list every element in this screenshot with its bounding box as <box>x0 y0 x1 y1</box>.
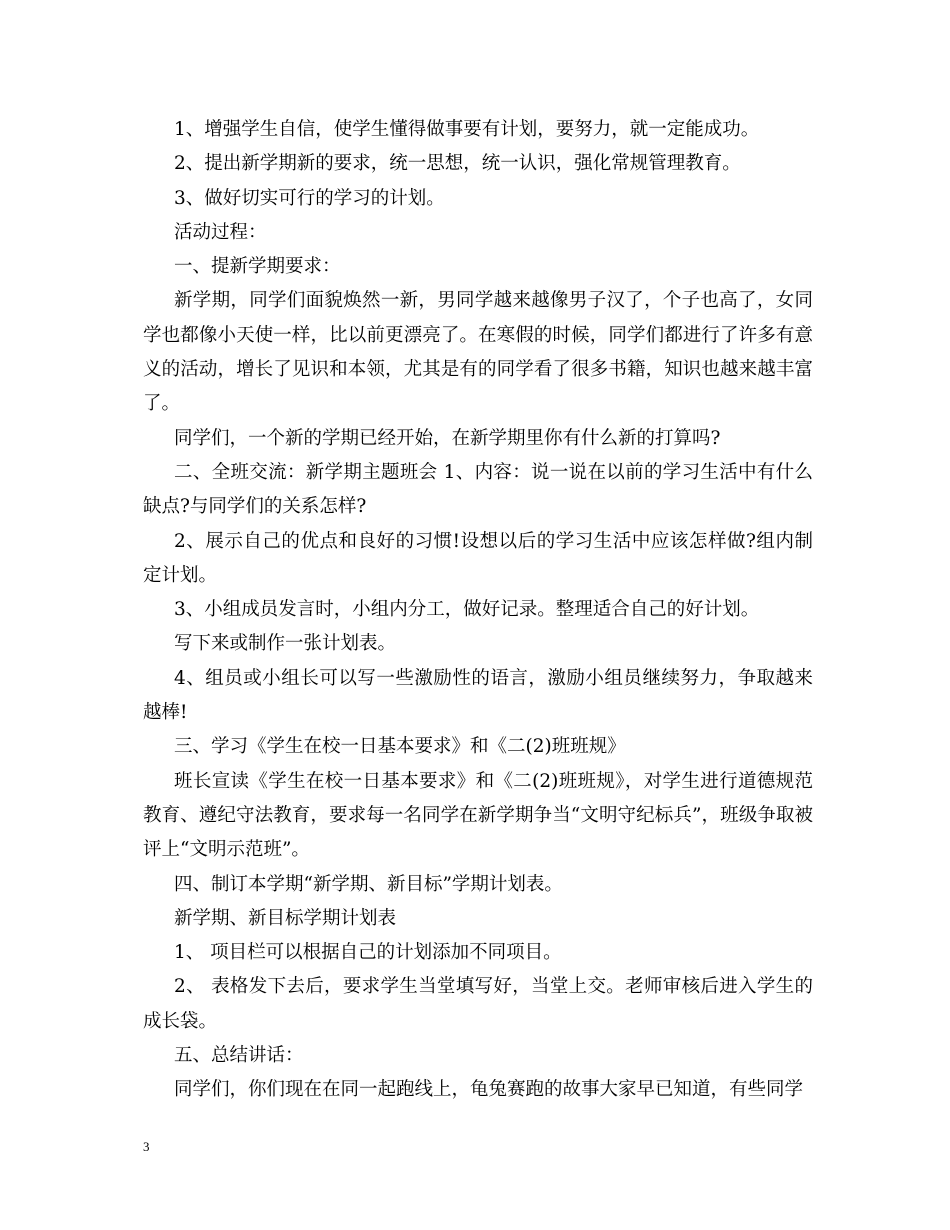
paragraph: 2、 表格发下去后，要求学生当堂填写好，当堂上交。老师审核后进入学生的成长袋。 <box>143 976 813 1032</box>
paragraph: 新学期、新目标学期计划表 <box>174 907 397 929</box>
paragraph: 新学期，同学们面貌焕然一新，男同学越来越像男子汉了，个子也高了，女同学也都像小天使一样，比以前更漂亮了。在寒假的时候，同学们都进行了许多有意义的活动，增长了见识和本领，尤其是有的同学看了很多书籍，知识也越来越丰富了。 <box>143 290 813 415</box>
paragraph: 2、提出新学期新的要求，统一思想，统一认识，强化常规管理教育。 <box>174 153 741 175</box>
paragraph: 二、全班交流：新学期主题班会 1、内容：说一说在以前的学习生活中有什么缺点?与同学们的关系怎样? <box>143 461 813 518</box>
paragraph: 1、增强学生自信，使学生懂得做事要有计划，要努力，就一定能成功。 <box>174 119 760 140</box>
paragraph: 同学们，一个新的学期已经开始，在新学期里你有什么新的打算吗? <box>174 427 721 449</box>
paragraph: 3、小组成员发言时，小组内分工，做好记录。整理适合自己的好计划。 <box>174 599 760 621</box>
paragraph: 三、学习《学生在校一日基本要求》和《二(2)班班规》 <box>174 736 626 758</box>
paragraph: 写下来或制作一张计划表。 <box>174 633 397 655</box>
paragraph: 一、提新学期要求： <box>174 256 341 278</box>
document-body <box>143 113 813 1108</box>
paragraph: 2、展示自己的优点和良好的习惯!设想以后的学习生活中应该怎样做?组内制定计划。 <box>143 530 813 586</box>
paragraph: 班长宣读《学生在校一日基本要求》和《二(2)班班规》，对学生进行道德规范教育、遵纪守法教育，要求每一名同学在新学期争当“文明守纪标兵”，班级争取被评上“文明示范班”。 <box>143 770 813 861</box>
paragraph: 活动过程： <box>174 221 267 243</box>
paragraph: 4、组员或小组长可以写一些激励性的语言，激励小组员继续努力，争取越来越棒! <box>143 667 813 724</box>
paragraph: 3、做好切实可行的学习的计划。 <box>174 187 445 209</box>
paragraph: 同学们，你们现在在同一起跑线上，龟兔赛跑的故事大家早已知道，有些同学 <box>174 1079 804 1101</box>
paragraph: 1、 项目栏可以根据自己的计划添加不同项目。 <box>174 942 562 964</box>
paragraph: 五、总结讲话： <box>174 1045 304 1067</box>
page-number: 3 <box>143 1139 150 1154</box>
paragraph: 四、制订本学期“新学期、新目标”学期计划表。 <box>174 873 563 895</box>
